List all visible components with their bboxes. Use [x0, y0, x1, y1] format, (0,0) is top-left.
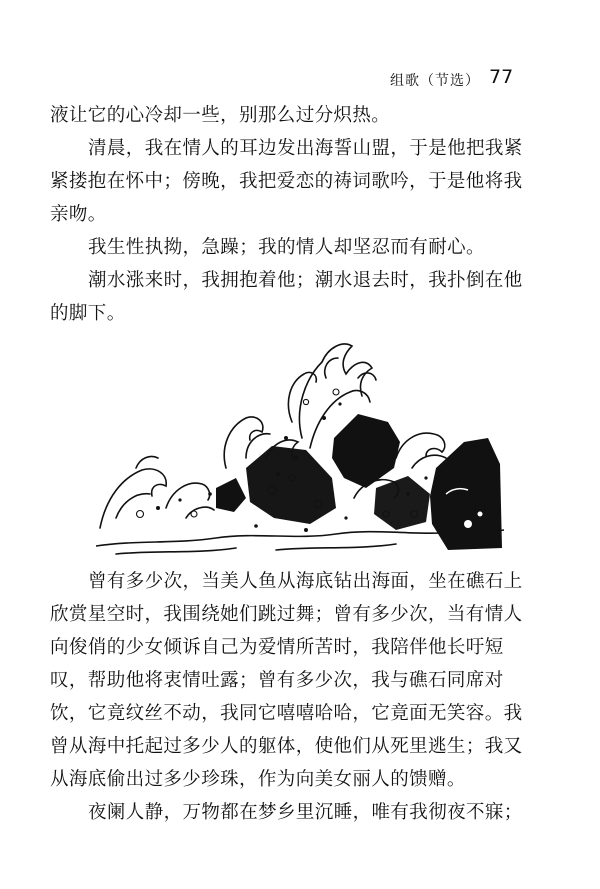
text-line: 夜阑人静，万物都在梦乡里沉睡，唯有我彻夜不寐；: [88, 802, 523, 823]
text-line: 我生性执拗，急躁；我的情人却坚忍而有耐心。: [88, 237, 485, 258]
text-line: 曾有多少次，当美人鱼从海底钻出海面，坐在礁石上: [88, 571, 523, 592]
page-number: 77: [489, 66, 514, 88]
running-title: 组歌（节选）: [390, 73, 480, 89]
text-line: 饮，它竟纹丝不动，我同它嘻嘻哈哈，它竟面无笑容。我: [50, 703, 523, 724]
text-line: 潮水涨来时，我拥抱着他；潮水退去时，我扑倒在他: [88, 270, 523, 291]
text-line: 亲吻。: [50, 204, 107, 225]
text-line: 向俊俏的少女倾诉自己为爱情所苦时，我陪伴他长吁短: [50, 637, 504, 658]
text-line: 曾从海中托起过多少人的躯体，使他们从死里逃生；我又: [50, 736, 523, 757]
text-line: 叹，帮助他将衷情吐露；曾有多少次，我与礁石同席对: [50, 670, 504, 691]
text-line: 从海底偷出过多少珍珠，作为向美女丽人的馈赠。: [50, 769, 466, 790]
text-line: 液让它的心冷却一些，别那么过分炽热。: [50, 105, 391, 126]
text-line: 清晨，我在情人的耳边发出海誓山盟，于是他把我紧: [88, 138, 523, 159]
text-line: 的脚下。: [50, 303, 126, 324]
text-line: 紧搂抱在怀中；傍晚，我把爱恋的祷词歌吟，于是他将我: [50, 171, 523, 192]
ocean-waves-rocks-illustration: [96, 318, 504, 558]
text-line: 欣赏星空时，我围绕她们跳过舞；曾有多少次，当有情人: [50, 604, 523, 625]
running-header: [0, 66, 600, 90]
